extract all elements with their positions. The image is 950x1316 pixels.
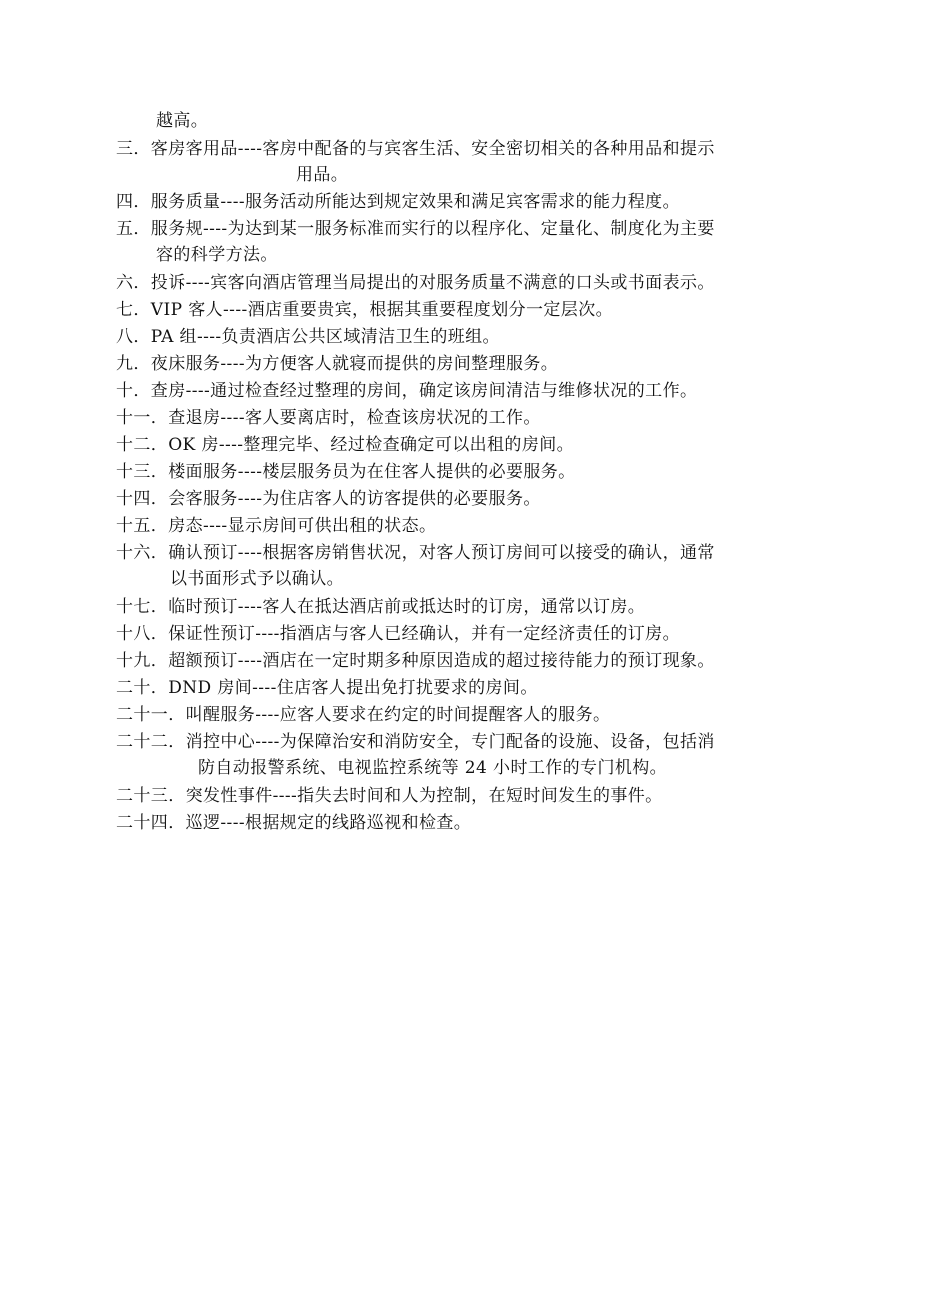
text-line: 十四．会客服务----为住店客人的访客提供的必要服务。	[116, 489, 541, 509]
text-line: 二十二．消控中心----为保障治安和消防安全，专门配备的设施、设备，包括消	[116, 732, 715, 752]
text-line: 以书面形式予以确认。	[170, 569, 344, 589]
text-line: 用品。	[296, 165, 349, 185]
text-line: 七．VIP 客人----酒店重要贵宾，根据其重要程度划分一定层次。	[116, 300, 614, 320]
text-line: 十八．保证性预订----指酒店与客人已经确认，并有一定经济责任的订房。	[116, 624, 680, 644]
text-line: 四．服务质量----服务活动所能达到规定效果和满足宾客需求的能力程度。	[116, 192, 680, 212]
text-line: 越高。	[156, 111, 209, 131]
text-line: 二十三．突发性事件----指失去时间和人为控制，在短时间发生的事件。	[116, 786, 663, 806]
text-line: 九．夜床服务----为方便客人就寝而提供的房间整理服务。	[116, 354, 559, 374]
text-line: 八．PA 组----负责酒店公共区域清洁卫生的班组。	[116, 327, 500, 347]
text-line: 防自动报警系统、电视监控系统等 24 小时工作的专门机构。	[198, 758, 668, 778]
text-line: 十九．超额预订----酒店在一定时期多种原因造成的超过接待能力的预订现象。	[116, 651, 715, 671]
text-line: 十六．确认预订----根据客房销售状况，对客人预订房间可以接受的确认，通常	[116, 543, 715, 563]
text-line: 十二．OK 房----整理完毕、经过检查确定可以出租的房间。	[116, 435, 575, 455]
text-line: 十一．查退房----客人要离店时，检查该房状况的工作。	[116, 408, 541, 428]
text-line: 容的科学方法。	[156, 245, 278, 265]
text-line: 六．投诉----宾客向酒店管理当局提出的对服务质量不满意的口头或书面表示。	[116, 273, 715, 293]
text-line: 五．服务规----为达到某一服务标准而实行的以程序化、定量化、制度化为主要	[116, 219, 715, 239]
text-line: 十三．楼面服务----楼层服务员为在住客人提供的必要服务。	[116, 462, 576, 482]
text-line: 二十一．叫醒服务----应客人要求在约定的时间提醒客人的服务。	[116, 705, 611, 725]
text-line: 二十四．巡逻----根据规定的线路巡视和检查。	[116, 813, 472, 833]
text-line: 二十．DND 房间----住店客人提出免打扰要求的房间。	[116, 678, 538, 698]
text-line: 十七．临时预订----客人在抵达酒店前或抵达时的订房，通常以订房。	[116, 597, 646, 617]
text-line: 三．客房客用品----客房中配备的与宾客生活、安全密切相关的各种用品和提示	[116, 139, 715, 159]
text-line: 十五．房态----显示房间可供出租的状态。	[116, 516, 437, 536]
text-line: 十．查房----通过检查经过整理的房间，确定该房间清洁与维修状况的工作。	[116, 381, 698, 401]
